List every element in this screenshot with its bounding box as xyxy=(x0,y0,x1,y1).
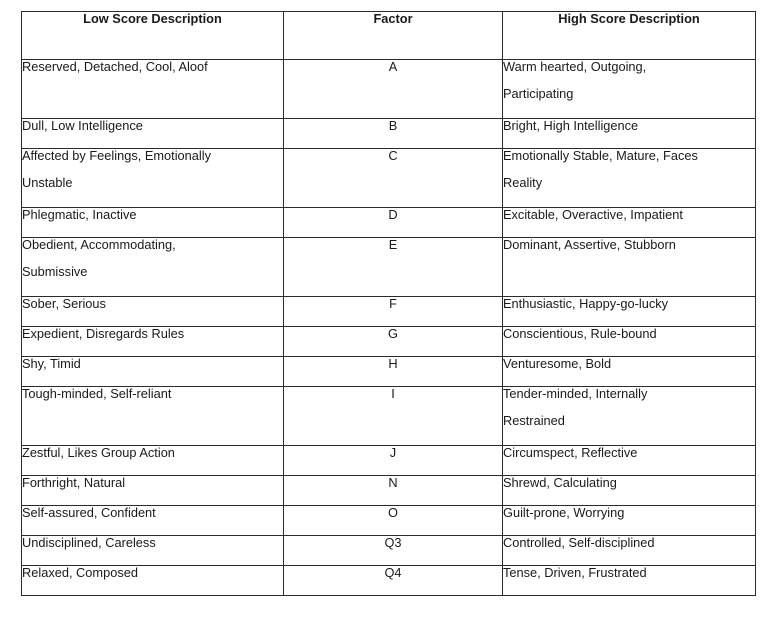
cell-line: Tense, Driven, Frustrated xyxy=(503,565,647,580)
cell-low-score-description xyxy=(22,506,284,536)
factor-label: B xyxy=(388,118,398,133)
cell-high-score-description xyxy=(503,60,756,119)
factor-label: G xyxy=(388,326,398,341)
cell-high-score-description xyxy=(503,446,756,476)
table-row xyxy=(22,149,756,208)
cell-line: Dull, Low Intelligence xyxy=(22,118,143,133)
factor-label: I xyxy=(391,386,395,401)
cell-line: Affected by Feelings, Emotionally xyxy=(22,148,211,163)
cell-low-score-description xyxy=(22,238,284,297)
table-row xyxy=(22,208,756,238)
cell-high-score-description xyxy=(503,506,756,536)
table-row xyxy=(22,357,756,387)
cell-line: Submissive xyxy=(22,264,88,280)
cell-line: Circumspect, Reflective xyxy=(503,445,638,460)
table-row xyxy=(22,446,756,476)
factor-label: N xyxy=(388,475,398,490)
cell-low-score-description xyxy=(22,566,284,596)
cell-line: Restrained xyxy=(503,413,565,429)
cell-line: Unstable xyxy=(22,175,73,191)
cell-line: Self-assured, Confident xyxy=(22,505,156,520)
table-body xyxy=(22,60,756,596)
cell-factor xyxy=(284,387,503,446)
cell-factor xyxy=(284,119,503,149)
cell-factor xyxy=(284,327,503,357)
cell-factor xyxy=(284,297,503,327)
cell-line: Guilt-prone, Worrying xyxy=(503,505,625,520)
cell-line: Reality xyxy=(503,175,543,191)
cell-high-score-description xyxy=(503,327,756,357)
table-row xyxy=(22,327,756,357)
cell-factor xyxy=(284,536,503,566)
cell-line: Expedient, Disregards Rules xyxy=(22,326,185,341)
cell-high-score-description xyxy=(503,119,756,149)
cell-factor xyxy=(284,506,503,536)
column-header-factor: Factor xyxy=(284,12,503,60)
personality-factor-table xyxy=(21,11,756,596)
table-row xyxy=(22,506,756,536)
cell-line: Zestful, Likes Group Action xyxy=(22,445,175,460)
cell-high-score-description xyxy=(503,238,756,297)
cell-low-score-description xyxy=(22,60,284,119)
factor-label: F xyxy=(389,296,397,311)
factor-label: O xyxy=(388,505,398,520)
factor-label: D xyxy=(388,207,398,222)
cell-low-score-description xyxy=(22,387,284,446)
table-row xyxy=(22,119,756,149)
factor-label: J xyxy=(389,445,397,460)
column-header-high-score: High Score Description xyxy=(503,12,756,60)
factor-label: A xyxy=(388,59,398,74)
table-container xyxy=(21,11,755,596)
cell-factor xyxy=(284,357,503,387)
table-row xyxy=(22,387,756,446)
cell-line: Sober, Serious xyxy=(22,296,106,311)
cell-high-score-description xyxy=(503,297,756,327)
cell-low-score-description xyxy=(22,119,284,149)
table-row xyxy=(22,238,756,297)
cell-line: Bright, High Intelligence xyxy=(503,118,639,133)
table-row xyxy=(22,60,756,119)
cell-line: Excitable, Overactive, Impatient xyxy=(503,207,683,222)
cell-factor xyxy=(284,476,503,506)
cell-line: Obedient, Accommodating, xyxy=(22,237,176,252)
cell-line: Tough-minded, Self-reliant xyxy=(22,386,172,401)
factor-label: Q4 xyxy=(384,565,402,580)
cell-line: Reserved, Detached, Cool, Aloof xyxy=(22,59,208,74)
cell-line: Forthright, Natural xyxy=(22,475,126,490)
cell-line: Emotionally Stable, Mature, Faces xyxy=(503,148,698,163)
cell-line: Relaxed, Composed xyxy=(22,565,138,580)
column-header-low-score: Low Score Description xyxy=(22,12,284,60)
cell-line: Phlegmatic, Inactive xyxy=(22,207,137,222)
cell-factor xyxy=(284,566,503,596)
cell-factor xyxy=(284,208,503,238)
cell-high-score-description xyxy=(503,536,756,566)
cell-factor xyxy=(284,238,503,297)
header-row xyxy=(22,12,756,60)
cell-line: Conscientious, Rule-bound xyxy=(503,326,657,341)
cell-high-score-description xyxy=(503,566,756,596)
factor-label: H xyxy=(388,356,398,371)
cell-high-score-description xyxy=(503,476,756,506)
cell-factor xyxy=(284,149,503,208)
cell-low-score-description xyxy=(22,208,284,238)
cell-line: Participating xyxy=(503,86,574,102)
cell-line: Warm hearted, Outgoing, xyxy=(503,59,647,74)
cell-high-score-description xyxy=(503,149,756,208)
cell-low-score-description xyxy=(22,297,284,327)
cell-low-score-description xyxy=(22,149,284,208)
table-row xyxy=(22,476,756,506)
cell-low-score-description xyxy=(22,476,284,506)
table-row xyxy=(22,566,756,596)
factor-label: C xyxy=(388,148,398,163)
cell-line: Tender-minded, Internally xyxy=(503,386,648,401)
cell-low-score-description xyxy=(22,327,284,357)
cell-low-score-description xyxy=(22,446,284,476)
cell-line: Enthusiastic, Happy-go-lucky xyxy=(503,296,669,311)
table-header xyxy=(22,12,756,60)
cell-line: Undisciplined, Careless xyxy=(22,535,156,550)
factor-label: E xyxy=(388,237,398,252)
cell-factor xyxy=(284,60,503,119)
cell-line: Venturesome, Bold xyxy=(503,356,612,371)
factor-label: Q3 xyxy=(384,535,402,550)
cell-line: Dominant, Assertive, Stubborn xyxy=(503,237,676,252)
table-row xyxy=(22,297,756,327)
cell-high-score-description xyxy=(503,208,756,238)
cell-high-score-description xyxy=(503,387,756,446)
cell-line: Shy, Timid xyxy=(22,356,81,371)
cell-factor xyxy=(284,446,503,476)
cell-low-score-description xyxy=(22,536,284,566)
cell-high-score-description xyxy=(503,357,756,387)
cell-line: Controlled, Self-disciplined xyxy=(503,535,655,550)
table-row xyxy=(22,536,756,566)
cell-line: Shrewd, Calculating xyxy=(503,475,617,490)
cell-low-score-description xyxy=(22,357,284,387)
